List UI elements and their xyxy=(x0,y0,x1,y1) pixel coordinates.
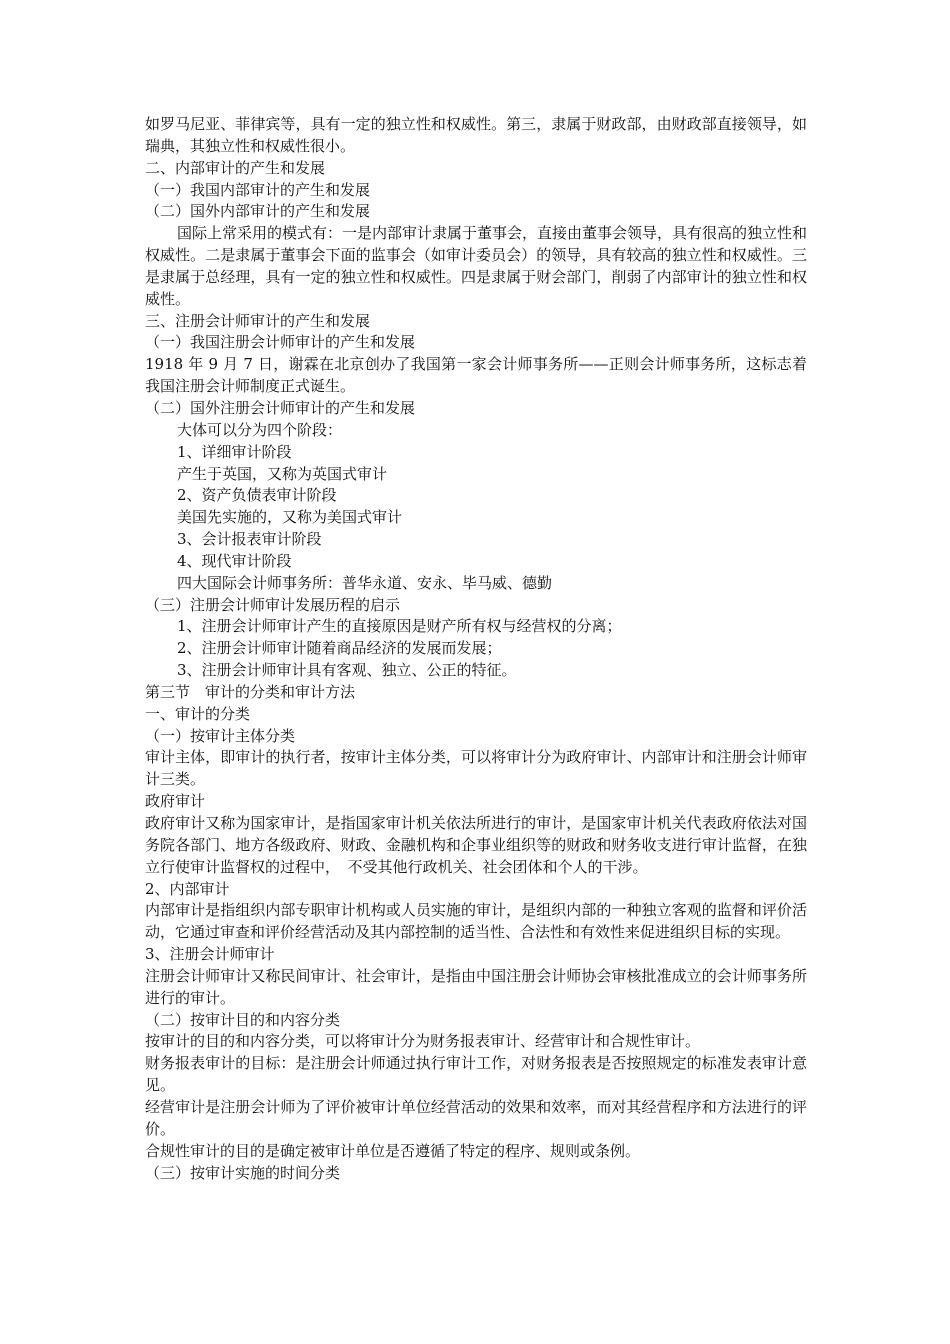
paragraph-government-audit: 政府审计又称为国家审计，是指国家审计机关依法所进行的审计，是国家审计机关代表政府依法对国务院各部门、地方各级政府、财政、金融机构和企事业组织等的财政和财务收支进行审计监督，在独立行使审计监督权的过程中， 不受其他行政机关、社会团体和个人的干涉。 xyxy=(145,814,807,876)
subheading-by-subject: （一）按审计主体分类 xyxy=(145,726,296,745)
paragraph-continuation: 如罗马尼亚、菲律宾等，具有一定的独立性和权威性。第三，隶属于财政部，由财政部直接领导，如瑞典，其独立性和权威性很小。 xyxy=(145,115,807,155)
paragraph-by-subject: 审计主体，即审计的执行者，按审计主体分类，可以将审计分为政府审计、内部审计和注册会计师审计三类。 xyxy=(145,748,807,789)
document-page xyxy=(145,114,807,1184)
list-item-note: 美国先实施的，又称为美国式审计 xyxy=(177,508,403,527)
term-cpa-audit: 3、注册会计师审计 xyxy=(145,945,275,964)
list-intro: 大体可以分为四个阶段： xyxy=(177,420,343,439)
subheading-foreign-cpa-audit: （二）国外注册会计师审计的产生和发展 xyxy=(145,398,416,417)
list-item-note: 四大国际会计师事务所：普华永道、安永、毕马威、德勤 xyxy=(177,573,553,592)
paragraph-by-purpose: 按审计的目的和内容分类，可以将审计分为财务报表审计、经营审计和合规性审计。 xyxy=(145,1032,701,1051)
list-item: 2、注册会计师审计随着商品经济的发展而发展； xyxy=(177,639,502,658)
paragraph-cpa-origin: 1918 年 9 月 7 日，谢霖在北京创办了我国第一家会计师事务所——正则会计师事务所，这标志着我国注册会计师制度正式诞生。 xyxy=(145,355,807,396)
list-item: 4、现代审计阶段 xyxy=(177,551,292,570)
list-item: 1、注册会计师审计产生的直接原因是财产所有权与经营权的分离； xyxy=(177,617,622,636)
subheading-cpa-lessons: （三）注册会计师审计发展历程的启示 xyxy=(145,595,401,614)
heading-internal-audit: 二、内部审计的产生和发展 xyxy=(145,158,326,177)
heading-audit-classification: 一、审计的分类 xyxy=(145,704,251,723)
paragraph-internal-audit: 内部审计是指组织内部专职审计机构或人员实施的审计，是组织内部的一种独立客观的监督和评价活动，它通过审查和评价经营活动及其内部控制的适当性、合法性和有效性来促进组织目标的实现。 xyxy=(145,901,807,942)
term-government-audit: 政府审计 xyxy=(145,792,206,811)
subheading-by-purpose: （二）按审计目的和内容分类 xyxy=(145,1010,341,1029)
subheading-domestic-internal-audit: （一）我国内部审计的产生和发展 xyxy=(145,180,371,199)
paragraph-financial-statement-audit: 财务报表审计的目标：是注册会计师通过执行审计工作，对财务报表是否按照规定的标准发表审计意见。 xyxy=(145,1054,807,1095)
list-item: 1、详细审计阶段 xyxy=(177,442,292,461)
subheading-foreign-internal-audit: （二）国外内部审计的产生和发展 xyxy=(145,202,371,221)
subheading-by-timing: （三）按审计实施的时间分类 xyxy=(145,1163,341,1182)
list-item: 3、会计报表审计阶段 xyxy=(177,530,322,549)
subheading-domestic-cpa-audit: （一）我国注册会计师审计的产生和发展 xyxy=(145,333,416,352)
paragraph-cpa-audit: 注册会计师审计又称民间审计、社会审计，是指由中国注册会计师协会审核批准成立的会计师事务所进行的审计。 xyxy=(145,966,807,1007)
heading-cpa-audit: 三、注册会计师审计的产生和发展 xyxy=(145,311,371,330)
section-title: 第三节 审计的分类和审计方法 xyxy=(145,682,356,701)
paragraph-operational-audit: 经营审计是注册会计师为了评价被审计单位经营活动的效果和效率，而对其经营程序和方法进行的评价。 xyxy=(145,1097,807,1138)
paragraph-compliance-audit: 合规性审计的目的是确定被审计单位是否遵循了特定的程序、规则或条例。 xyxy=(145,1141,641,1160)
list-item-note: 产生于英国，又称为英国式审计 xyxy=(177,464,388,483)
list-item: 3、注册会计师审计具有客观、独立、公正的特征。 xyxy=(177,661,517,680)
paragraph-internal-audit-models: 国际上常采用的模式有：一是内部审计隶属于董事会，直接由董事会领导，具有很高的独立性和权威性。二是隶属于董事会下面的监事会（如审计委员会）的领导，具有较高的独立性和权威性。三是隶属于总经理，具有一定的独立性和权威性。四是隶属于财会部门，削弱了内部审计的独立性和权威性。 xyxy=(145,224,808,308)
term-internal-audit: 2、内部审计 xyxy=(145,879,230,898)
list-item: 2、资产负债表审计阶段 xyxy=(177,486,337,505)
